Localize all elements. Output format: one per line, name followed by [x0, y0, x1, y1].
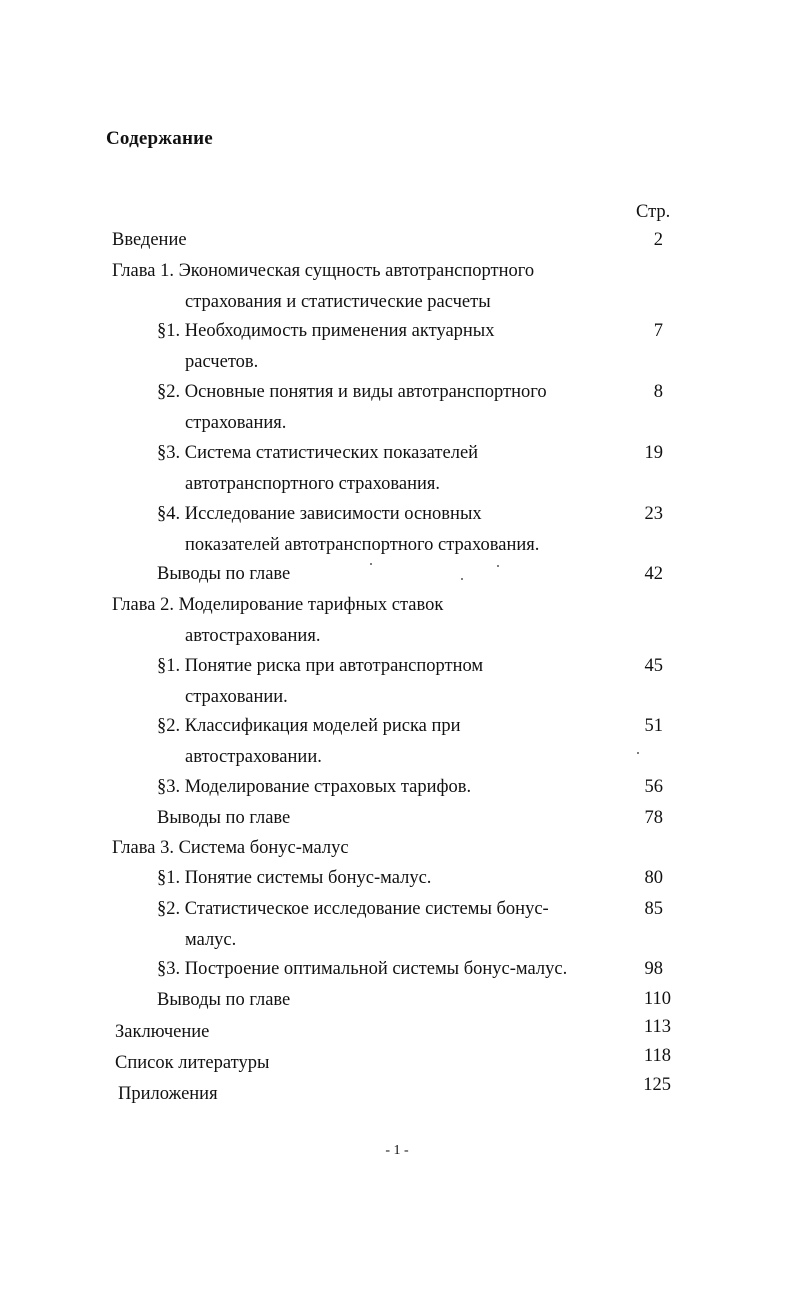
toc-entry-title: §3. Построение оптимальной системы бонус-малус.	[157, 959, 568, 979]
toc-entry-title: Приложения	[118, 1084, 218, 1104]
toc-entry-title: §2. Основные понятия и виды автотранспортного	[157, 382, 547, 402]
toc-entry-title: §1. Понятие системы бонус-малус.	[157, 868, 432, 888]
toc-entry-continuation: страхования и статистические расчеты	[185, 291, 491, 312]
toc-entry-title: §1. Необходимость применения актуарных	[157, 321, 495, 341]
toc-entry-page-number: 7	[653, 321, 663, 341]
toc-entry-continuation: расчетов.	[185, 351, 259, 372]
toc-entry-page-number: 19	[644, 443, 663, 463]
toc-entry-page-number: 2	[653, 230, 663, 250]
toc-entry-page-number: 78	[644, 808, 663, 828]
toc-entry-continuation: автотранспортного страхования.	[185, 473, 441, 494]
page-number-footer: - 1 -	[385, 1143, 409, 1158]
toc-entry-page-number: 113	[643, 1017, 671, 1037]
toc-entry-page-number: 85	[644, 899, 663, 919]
toc-entry-page-number: 56	[644, 777, 663, 797]
toc-entry-continuation: страховании.	[185, 686, 288, 707]
scan-speck	[637, 752, 639, 754]
toc-entry-page-number: 80	[644, 868, 663, 888]
toc-entry-title: Глава 2. Моделирование тарифных ставок	[112, 595, 444, 615]
toc-entry-title: §3. Моделирование страховых тарифов.	[157, 777, 472, 797]
toc-entry-title: Заключение	[115, 1022, 210, 1042]
toc-entry-title: Выводы по главе	[157, 808, 291, 828]
toc-entry-page-number: 51	[644, 716, 663, 736]
toc-entry-continuation: страхования.	[185, 412, 287, 433]
toc-entry-title: §1. Понятие риска при автотранспортном	[157, 656, 484, 676]
toc-entry-continuation: автостраховании.	[185, 746, 322, 767]
toc-entry-title: §2. Классификация моделей риска при	[157, 716, 461, 736]
toc-entry-page-number: 45	[644, 656, 663, 676]
scan-speck	[497, 565, 499, 567]
toc-entry-continuation: автострахования.	[185, 625, 321, 646]
scan-speck	[461, 578, 463, 580]
scan-speck	[370, 563, 372, 565]
toc-entry-page-number: 42	[644, 564, 663, 584]
toc-entry-title: Список литературы	[115, 1053, 270, 1073]
toc-entry-continuation: малус.	[185, 929, 237, 950]
toc-entry-title: §2. Статистическое исследование системы бонус-	[157, 899, 549, 919]
toc-entry-page-number: 98	[644, 959, 663, 979]
toc-entry-page-number: 23	[644, 504, 663, 524]
toc-entry-title: §3. Система статистических показателей	[157, 443, 479, 463]
toc-entry-title: §4. Исследование зависимости основных	[157, 504, 482, 524]
toc-entry-page-number: 110	[643, 989, 671, 1009]
toc-entry-page-number: 118	[643, 1046, 671, 1066]
page-column-header: Стр.	[636, 202, 671, 222]
toc-entry-title: Глава 3. Система бонус-малус	[112, 838, 349, 858]
toc-entry-title: Выводы по главе	[157, 564, 291, 584]
toc-entry-continuation: показателей автотранспортного страхования.	[185, 534, 540, 555]
toc-entry-page-number: 125	[643, 1075, 671, 1095]
toc-entry-title: Выводы по главе	[157, 990, 291, 1010]
toc-entry-title: Глава 1. Экономическая сущность автотранспортного	[112, 261, 535, 281]
toc-entry-page-number: 8	[653, 382, 663, 402]
toc-title: Содержание	[106, 128, 213, 149]
toc-entry-title: Введение	[112, 230, 187, 250]
